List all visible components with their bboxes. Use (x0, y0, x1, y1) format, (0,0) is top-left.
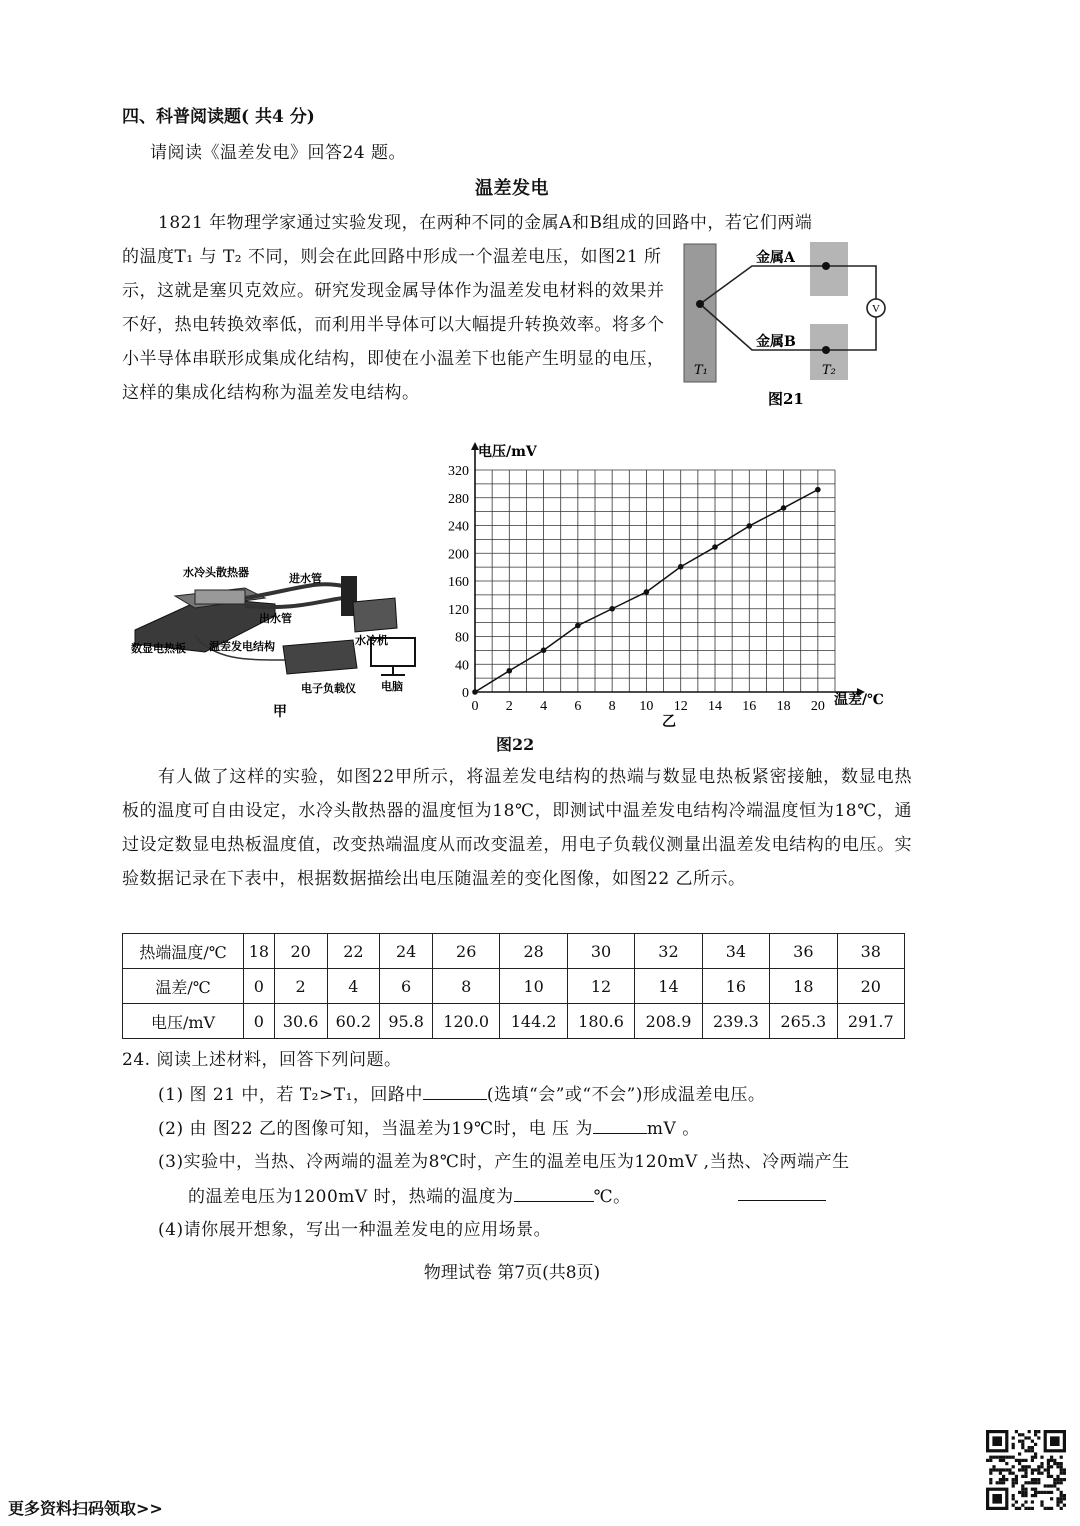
table-row-label: 温差/℃ (123, 969, 244, 1004)
promo-link[interactable]: 更多资料扫码领取>> (8, 1499, 163, 1518)
table-cell: 4 (327, 969, 380, 1004)
table-row-label: 电压/mV (123, 1004, 244, 1039)
table-cell: 208.9 (635, 1004, 702, 1039)
question-24-4: (4)请你展开想象，写出一种温差发电的应用场景。 (158, 1220, 552, 1240)
table-cell: 12 (567, 969, 634, 1004)
table-cell: 30 (567, 934, 634, 969)
table-row (123, 1004, 905, 1039)
question-24-2 (158, 1111, 700, 1146)
table-cell: 265.3 (770, 1004, 837, 1039)
article-paragraph-1: 的温度T₁ 与 T₂ 不同，则会在此回路中形成一个温差电压，如图21 所示，这就是塞贝克效应。研究发现金属导体作为温差发电材料的效果并不好，热电转换效率低，而利用半导体可以大幅提升转换效率。将多个小半导体串联形成集成化结构，即使在小温差下也能产生明显的电压，这样的集成化结构称为温差发电结构。 (122, 247, 665, 403)
chart-y-label: 电压/mV (478, 444, 537, 460)
y-tick-label: 280 (448, 491, 469, 507)
label-metal-a: 金属A (756, 250, 795, 266)
table-cell: 120.0 (433, 1004, 500, 1039)
table-cell: 291.7 (837, 1004, 904, 1039)
label-heatsink: 水冷头散热器 (183, 566, 249, 579)
question-24-3-line1: (3)实验中，当热、冷两端的温差为8℃时，产生的温差电压为120mV ,当热、冷两端产生 (158, 1152, 850, 1172)
data-point (712, 544, 718, 550)
data-point (815, 487, 821, 493)
question-3-text-a: 的温差电压为1200mV 时，热端的温度为 (188, 1187, 514, 1207)
data-point (575, 623, 581, 629)
table-cell: 239.3 (702, 1004, 769, 1039)
cold-block-a (810, 242, 848, 296)
table-cell: 36 (770, 934, 837, 969)
answer-blank-3[interactable] (514, 1179, 594, 1202)
table-cell: 34 (702, 934, 769, 969)
table-cell: 8 (433, 969, 500, 1004)
chart-x-label: 温差/℃ (834, 692, 884, 708)
chart-sub-caption: 乙 (662, 714, 676, 730)
label-electronic-load: 电子负载仪 (301, 682, 356, 695)
figure-22-sub-caption-a: 甲 (273, 704, 287, 720)
y-tick-label: 40 (455, 658, 469, 674)
table-cell: 20 (274, 934, 327, 969)
x-tick-label: 10 (639, 699, 654, 714)
table-cell: 18 (244, 934, 275, 969)
x-tick-label: 18 (776, 699, 791, 714)
inlet-pipe (245, 584, 343, 598)
y-tick-label: 0 (462, 686, 469, 701)
x-tick-label: 16 (742, 699, 757, 714)
table-cell: 6 (380, 969, 433, 1004)
x-tick-label: 20 (810, 699, 825, 714)
table-cell: 14 (635, 969, 702, 1004)
y-tick-label: 80 (455, 630, 469, 646)
label-t1: T₁ (694, 363, 708, 378)
data-point (678, 564, 684, 570)
junction-b (822, 346, 830, 354)
x-tick-label: 6 (574, 699, 582, 714)
table-cell: 60.2 (327, 1004, 380, 1039)
question-1-text-a: (1) 图 21 中，若 T₂>T₁，回路中 (158, 1085, 423, 1105)
x-tick-label: 8 (608, 699, 616, 714)
y-tick-label: 320 (448, 464, 469, 479)
question-24-1 (158, 1077, 765, 1112)
y-tick-label: 160 (448, 575, 469, 590)
page-footer: 物理试卷 第7页(共8页) (423, 1263, 601, 1283)
junction-hot (696, 300, 704, 308)
table-cell: 16 (702, 969, 769, 1004)
table-cell: 20 (837, 969, 904, 1004)
table-cell: 2 (274, 969, 327, 1004)
table-cell: 95.8 (380, 1004, 433, 1039)
question-3-text-b: ℃。 (593, 1187, 631, 1207)
question-2-text-a: (2) 由 图22 乙的图像可知，当温差为19℃时，电 压 为 (158, 1119, 593, 1139)
chart-ticks (448, 464, 825, 714)
y-tick-label: 120 (448, 602, 469, 618)
data-point (506, 668, 512, 674)
qr-code-icon[interactable] (986, 1430, 1066, 1510)
label-thermo-structure: 温差发电结构 (209, 640, 275, 653)
table-cell: 10 (500, 969, 567, 1004)
question-2-text-b: mV 。 (646, 1119, 700, 1139)
answer-blank-1[interactable] (423, 1077, 487, 1100)
table-cell: 24 (380, 934, 433, 969)
table-cell: 28 (500, 934, 567, 969)
table-row (123, 934, 905, 969)
figure-22-apparatus (125, 560, 435, 720)
x-tick-label: 0 (471, 699, 479, 714)
question-1-text-b: (选填“会”或“不会”)形成温差电压。 (486, 1085, 766, 1105)
table-cell: 180.6 (567, 1004, 634, 1039)
figure-22-caption: 图22 (496, 735, 535, 754)
figure-21-caption: 图21 (768, 390, 804, 408)
table-cell: 32 (635, 934, 702, 969)
x-tick-label: 14 (708, 699, 722, 714)
table-cell: 26 (433, 934, 500, 969)
voltage-chart (440, 440, 910, 740)
electronic-load (283, 640, 357, 674)
answer-line-extra[interactable] (738, 1178, 826, 1201)
wire-metal-a (700, 266, 826, 304)
data-point (781, 505, 787, 511)
table-row (123, 969, 905, 1004)
data-point (472, 689, 478, 695)
table-cell: 0 (244, 1004, 275, 1039)
water-chiller (353, 598, 397, 632)
section-instruction: 请阅读《温差发电》回答24 题。 (150, 143, 407, 163)
x-tick-label: 12 (673, 699, 688, 714)
answer-blank-2[interactable] (593, 1111, 647, 1134)
table-row-label: 热端温度/℃ (123, 934, 244, 969)
figure-21 (676, 238, 896, 418)
y-tick-label: 240 (448, 519, 469, 535)
table-cell: 38 (837, 934, 904, 969)
data-table (122, 933, 905, 1039)
section-heading: 四、科普阅读题( 共4 分) (122, 107, 315, 127)
x-tick-label: 2 (505, 699, 513, 714)
data-point (541, 647, 547, 653)
data-point (609, 606, 615, 612)
article-paragraph-2: 有人做了这样的实验，如图22甲所示，将温差发电结构的热端与数显电热板紧密接触，数显电热板的温度可自由设定，水冷头散热器的温度恒为18℃，即测试中温差发电结构冷端温度恒为18℃，通过设定数显电热板温度值，改变热端温度从而改变温差，用电子负载仪测量出温差发电结构的电压。实验数据记录在下表中，根据数据描绘出电压随温差的变化图像，如图22 乙所示。 (122, 767, 912, 889)
table-cell: 30.6 (274, 1004, 327, 1039)
label-outlet: 出水管 (259, 612, 292, 625)
article-title: 温差发电 (475, 178, 549, 199)
voltmeter-label: V (872, 303, 880, 315)
article-paragraph-1-line1: 1821 年物理学家通过实验发现，在两种不同的金属A和B组成的回路中，若它们两端 (158, 213, 813, 233)
question-24-3-line2 (188, 1179, 631, 1214)
junction-a (822, 262, 830, 270)
table-cell: 18 (770, 969, 837, 1004)
label-metal-b: 金属B (756, 334, 796, 350)
label-computer: 电脑 (381, 680, 403, 693)
y-tick-label: 200 (448, 547, 469, 563)
x-tick-label: 4 (540, 699, 548, 714)
question-24-intro: 24. 阅读上述材料，回答下列问题。 (122, 1050, 402, 1070)
data-point (746, 523, 752, 529)
label-chiller: 水冷机 (355, 634, 388, 647)
data-point (644, 589, 650, 595)
table-cell: 22 (327, 934, 380, 969)
table-cell: 0 (244, 969, 275, 1004)
label-hot-plate: 数显电热板 (131, 642, 186, 655)
table-cell: 144.2 (500, 1004, 567, 1039)
label-t2: T₂ (822, 363, 836, 378)
label-inlet: 进水管 (289, 572, 322, 585)
